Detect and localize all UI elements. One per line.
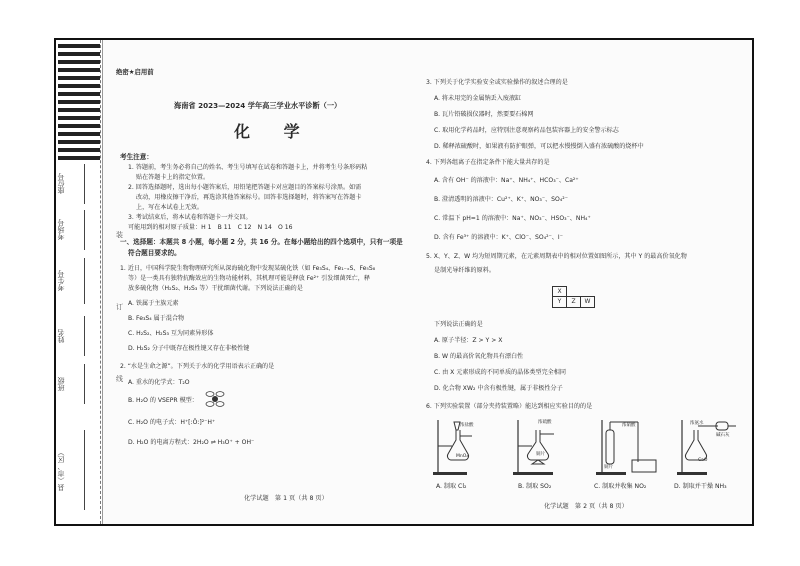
question-1-line: 等）是一类具有独特抗酶效应的生物功能材料，其机理可能是释放 Fe²⁺ 引发细菌死亡，释 bbox=[128, 275, 370, 282]
q6-option-b: B. 制取 SO₂ bbox=[518, 483, 552, 490]
q4-option-a: A. 含有 OH⁻ 的溶液中：Na⁺、NH₄⁺、HCO₃⁻、Ca²⁺ bbox=[434, 177, 579, 184]
cut-mark: 线 bbox=[116, 375, 123, 383]
q3-option-a: A. 将未用完的金属钠丢入废液缸 bbox=[434, 95, 522, 102]
exam-sheet bbox=[54, 38, 754, 526]
label-conc-ammonia: 浓氨水 bbox=[690, 421, 704, 426]
q5-stem-tail: 下列说法正确的是 bbox=[434, 321, 483, 328]
notice-heading: 考生注意： bbox=[120, 153, 153, 161]
q1-option-a: A. 铁属于主族元素 bbox=[128, 300, 179, 307]
cut-mark: 订 bbox=[116, 303, 123, 311]
q2-option-b: B. H₂O 的 VSEPR 模型： bbox=[128, 397, 198, 404]
section-heading-2: 符合题目要求的。 bbox=[128, 249, 181, 257]
q5-option-c: C. 由 X 元素形成的不同单质的晶体类型完全相同 bbox=[434, 369, 566, 376]
q3-option-c: C. 取用化学药品时，应特别注意观察药品包装容器上的安全警示标志 bbox=[434, 127, 619, 134]
q3-option-b: B. 瓦片铅破损仪器时，然要要石棉网 bbox=[434, 111, 534, 118]
student-number-line bbox=[84, 258, 85, 304]
question-3: 3. 下列关于化学实验安全或实验操作的叙述合理的是 bbox=[426, 79, 568, 86]
q6-option-a: A. 制取 Cl₂ bbox=[436, 483, 467, 490]
class-line bbox=[84, 364, 85, 404]
name-line bbox=[84, 316, 85, 356]
page-1-footer: 化学试题 第 1 页（共 8 页） bbox=[244, 495, 328, 502]
question-4: 4. 下列各组离子在指定条件下能大量共存的是 bbox=[426, 159, 550, 166]
q6-option-c: C. 制取并收集 NO₂ bbox=[594, 483, 647, 490]
notice-line: 3. 考试结束后，将本试卷和答题卡一并交回。 bbox=[128, 214, 252, 221]
q2-option-c: C. H₂O 的电子式：H⁺[:Ö:]²⁻H⁺ bbox=[128, 419, 216, 426]
q4-option-d: D. 含有 Fe³⁺ 的溶液中：K⁺、ClO⁻、SO₄²⁻、I⁻ bbox=[434, 234, 563, 241]
name-label: 姓名 bbox=[57, 329, 65, 343]
label-soda-lime: 碱石灰 bbox=[716, 433, 730, 438]
label-conc-hcl: 浓盐酸 bbox=[460, 423, 474, 428]
label-copper-c: 铜片 bbox=[604, 465, 613, 470]
label-mno2: MnO₂ bbox=[456, 454, 469, 459]
apparatus-d-icon bbox=[676, 416, 740, 478]
class-label: 班级 bbox=[57, 377, 65, 391]
label-conc-hno3: 浓硝酸 bbox=[622, 423, 636, 428]
county-line bbox=[84, 430, 85, 510]
seat-number-label: 座位号 bbox=[57, 173, 65, 195]
q4-option-b: B. 澄清透明的溶液中：Cu²⁺、K⁺、NO₃⁻、SO₄²⁻ bbox=[434, 196, 568, 203]
subject-title: 化 学 bbox=[234, 122, 314, 141]
binding-dash-line bbox=[100, 40, 101, 524]
exam-room-line bbox=[84, 210, 85, 250]
q5-option-d: D. 化合物 XW₂ 中含有极性键，属于非极性分子 bbox=[434, 385, 563, 392]
q1-option-c: C. H₂S₂、H₂S₃ 互为同素异形体 bbox=[128, 330, 214, 337]
q5-option-b: B. W 的最高价氧化物具有漂白性 bbox=[434, 353, 524, 360]
q2-option-d: D. H₂O 的电离方程式：2H₂O ⇌ H₃O⁺ + OH⁻ bbox=[128, 439, 255, 446]
section-heading: 一、选择题：本题共 8 小题，每小题 2 分，共 16 分。在每小题给出的四个选项中，只有一项是 bbox=[120, 238, 403, 246]
page-2-footer: 化学试题 第 2 页（共 8 页） bbox=[544, 503, 628, 510]
q4-option-c: C. 常温下 pH=1 的溶液中：Na⁺、NO₃⁻、HSO₃⁻、NH₄⁺ bbox=[434, 215, 591, 222]
question-5: 5. X、Y、Z、W 均为短周期元素，在元素周期表中的相对位置如图所示，其中 Y 的最高价氧化物 bbox=[426, 253, 687, 260]
county-label: 县（市、区） bbox=[57, 449, 65, 491]
notice-line: 贴在答题卡上的指定位置。 bbox=[136, 174, 210, 181]
secret-mark: 绝密★启用前 bbox=[116, 68, 154, 76]
exam-room-label: 考场号 bbox=[57, 219, 65, 241]
student-number-label: 考生号 bbox=[57, 270, 65, 292]
notice-line: 改动，用橡皮擦干净后，再选涂其他答案标号。回答非选择题时，将答案写在答题卡 bbox=[136, 194, 362, 201]
q5-option-a: A. 原子半径：Z > Y > X bbox=[434, 337, 503, 344]
notice-line: 上，写在本试卷上无效。 bbox=[136, 204, 204, 211]
periodic-table-fragment bbox=[552, 286, 595, 308]
q2-option-a: A. 重水的化学式：T₂O bbox=[128, 379, 190, 386]
question-6: 6. 下列实验装置（部分夹持装置略）能达到相应实验目的的是 bbox=[426, 403, 593, 410]
grid-cell: W bbox=[581, 297, 595, 307]
barcode-stripes bbox=[58, 44, 100, 162]
grid-cell-empty bbox=[581, 287, 595, 297]
q1-option-b: B. Fe₃S₄ 属于混合物 bbox=[128, 315, 185, 322]
question-5-line: 是制光导纤维的原料。 bbox=[434, 267, 495, 274]
q3-option-d: D. 稀释浓硫酸时，如果液有防护眼弹，可以把水慢慢倒入盛有浓硫酸的烧杯中 bbox=[434, 143, 644, 150]
vsepr-model-icon bbox=[204, 390, 226, 408]
question-1: 1. 近日，中国科学院生物物理研究所从深海硫化物中发现某硫化铁（如 Fe₃S₄、Fe₁₋ₓS、Fe₅S₈ bbox=[120, 265, 376, 272]
seat-number-line bbox=[84, 164, 85, 204]
label-cao: CaO bbox=[698, 458, 708, 463]
q6-option-d: D. 制取并干燥 NH₃ bbox=[674, 483, 727, 490]
cut-mark: 装 bbox=[116, 231, 123, 239]
grid-cell-empty bbox=[567, 287, 581, 297]
binding-margin bbox=[56, 40, 103, 524]
notice-line: 2. 回答选择题时，选出每小题答案后，用铅笔把答题卡对应题目的答案标号涂黑。如需 bbox=[128, 184, 362, 191]
grid-cell: X bbox=[553, 287, 567, 297]
grid-cell: Y bbox=[553, 297, 567, 307]
question-1-line: 放多硫化物（H₂S₂、H₂S₃ 等）干扰细菌代谢。下列说法正确的是 bbox=[128, 285, 303, 292]
exam-title: 海南省 2023—2024 学年高三学业水平诊断（一） bbox=[174, 101, 342, 110]
grid-cell: Z bbox=[567, 297, 581, 307]
label-conc-h2so4: 浓硫酸 bbox=[538, 420, 552, 425]
question-2: 2. “水是生命之源”。下列关于水的化学用语表示正确的是 bbox=[120, 363, 275, 370]
label-copper: 铜片 bbox=[536, 452, 545, 457]
notice-line: 1. 答题前，考生务必将自己的姓名、考生号填写在试卷和答题卡上，并将考生号条形码粘 bbox=[128, 164, 368, 171]
atomic-mass-line: 可能用到的相对原子质量：H 1 B 11 C 12 N 14 O 16 bbox=[128, 224, 293, 231]
q1-option-d: D. H₂S₂ 分子中既存在极性键又存在非极性键 bbox=[128, 345, 250, 352]
